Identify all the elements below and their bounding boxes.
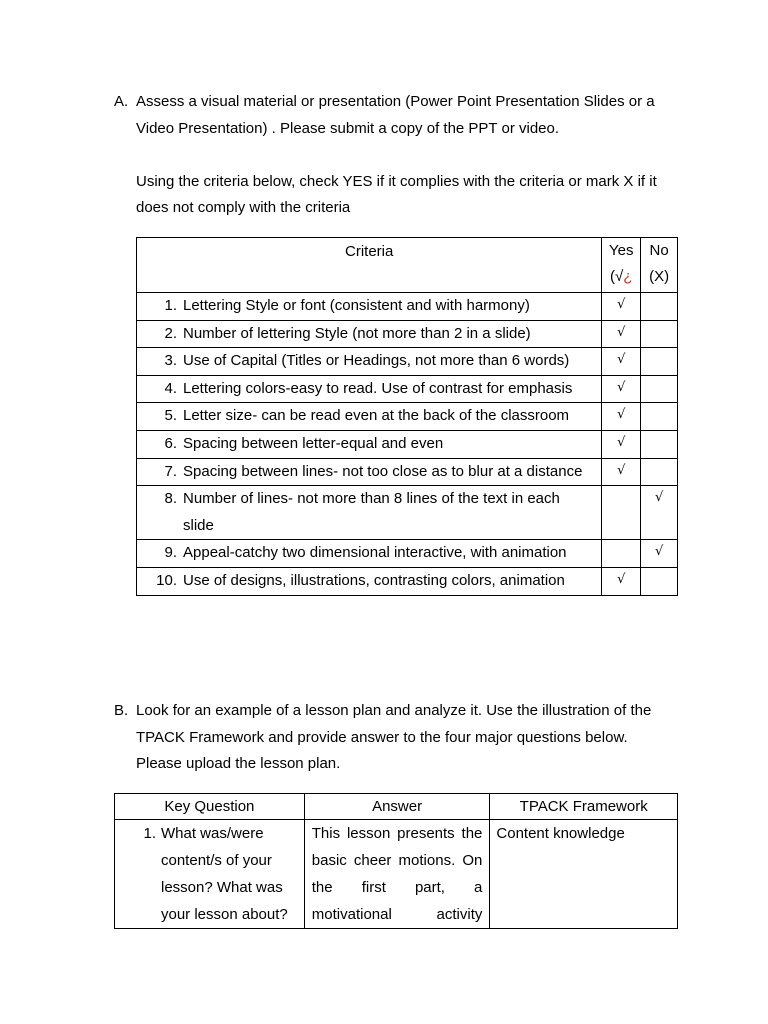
yes-cell [602,486,641,540]
instruction-line: Please upload the lesson plan. [136,755,341,773]
yes-cell: √ [602,458,641,486]
yes-cell [602,540,641,568]
question-number: 1. [143,825,156,842]
criteria-table [136,237,678,596]
section-b-marker: B. [114,702,129,719]
criteria-row [137,320,678,348]
criteria-row [137,567,678,595]
instruction-line: TPACK Framework and provide answer to the four major questions below. [136,728,628,746]
criteria-row [137,375,678,403]
criteria-number: 8. [164,490,177,508]
instruction-line: Assess a visual material or presentation (Power Point Presentation Slides or a [136,93,655,110]
tpack-row [115,820,678,929]
yes-cell: √ [602,348,641,376]
answer-line: basic cheer motions. On [311,852,483,869]
yes-cell: √ [602,403,641,431]
section-b [114,698,666,778]
criteria-text: Lettering colors-easy to read. Use of contrast for emphasis [183,379,573,397]
criteria-intro-line: Using the criteria below, check YES if it complies with the criteria or mark X if it [136,172,657,190]
criteria-number: 3. [164,352,177,370]
yes-cell: √ [602,567,641,595]
criteria-text: Spacing between letter-equal and even [183,434,444,452]
header-yes-label: Yes [609,242,634,259]
no-cell [641,430,678,458]
no-cell [641,375,678,403]
criteria-text: Appeal-catchy two dimensional interactive, with animation [183,544,567,562]
question-line: content/s of your [161,852,272,869]
section-b-instruction [114,698,666,778]
criteria-row [137,293,678,321]
answer-line: the first part, a [311,879,483,896]
instruction-line: Look for an example of a lesson plan and analyze it. Use the illustration of the [136,702,652,719]
criteria-row [137,486,678,540]
criteria-intro-line: does not comply with the criteria [136,199,351,217]
tpack-header-row [115,794,678,820]
criteria-text: Lettering Style or font (consistent and with harmony) [183,297,530,314]
criteria-row [137,348,678,376]
question-line: What was/were [161,825,264,842]
header-key-question: Key Question [115,794,305,820]
question-text [161,820,293,928]
no-cell: √ [641,540,678,568]
criteria-number: 4. [164,379,177,397]
tpack-table [114,793,678,929]
criteria-number: 6. [164,434,177,452]
yes-cell: √ [602,293,641,321]
answer-cell [304,820,490,929]
no-cell [641,458,678,486]
no-cell: √ [641,486,678,540]
no-cell [641,348,678,376]
question-line: your lesson about? [161,906,288,923]
criteria-number: 1. [164,297,177,314]
criteria-text: Spacing between lines- not too close as to blur at a distance [183,462,583,480]
criteria-text: Use of Capital (Titles or Headings, not more than 6 words) [183,352,570,370]
header-criteria: Criteria [137,238,602,293]
criteria-header-row [137,238,678,293]
header-tpack-framework: TPACK Framework [490,794,678,820]
no-cell [641,293,678,321]
header-no-label: No [649,242,669,259]
key-question-cell [115,820,305,929]
instruction-line: Video Presentation) . Please submit a copy of the PPT or video. [136,119,560,137]
criteria-text: Number of lines- not more than 8 lines of the text in each slide [183,490,560,534]
criteria-text: Use of designs, illustrations, contrasting colors, animation [183,571,565,589]
criteria-row [137,403,678,431]
no-cell [641,320,678,348]
section-a-instruction [114,89,666,222]
answer-line: motivational activity [311,906,483,923]
criteria-text: Letter size- can be read even at the back of the classroom [183,407,570,425]
header-answer: Answer [304,794,490,820]
yes-cell: √ [602,430,641,458]
criteria-number: 9. [164,544,177,562]
criteria-text: Number of lettering Style (not more than 2 in a slide) [183,324,531,342]
answer-line: This lesson presents the [311,825,483,842]
invalid-char-glyph: ¿ [623,268,633,285]
criteria-row [137,458,678,486]
no-cell [641,403,678,431]
criteria-number: 7. [164,462,177,480]
criteria-number: 10. [156,571,177,589]
criteria-number: 5. [164,407,177,425]
section-a-marker: A. [114,93,129,110]
header-no-mark: (X) [649,268,670,285]
section-a [114,89,666,222]
criteria-row [137,430,678,458]
yes-cell: √ [602,375,641,403]
header-yes-check: (√ [610,268,624,285]
question-line: lesson? What was [161,879,283,896]
header-no [641,238,678,293]
yes-cell: √ [602,320,641,348]
header-yes [602,238,641,293]
criteria-number: 2. [164,324,177,342]
criteria-row [137,540,678,568]
tpack-framework-cell: Content knowledge [490,820,678,929]
no-cell [641,567,678,595]
